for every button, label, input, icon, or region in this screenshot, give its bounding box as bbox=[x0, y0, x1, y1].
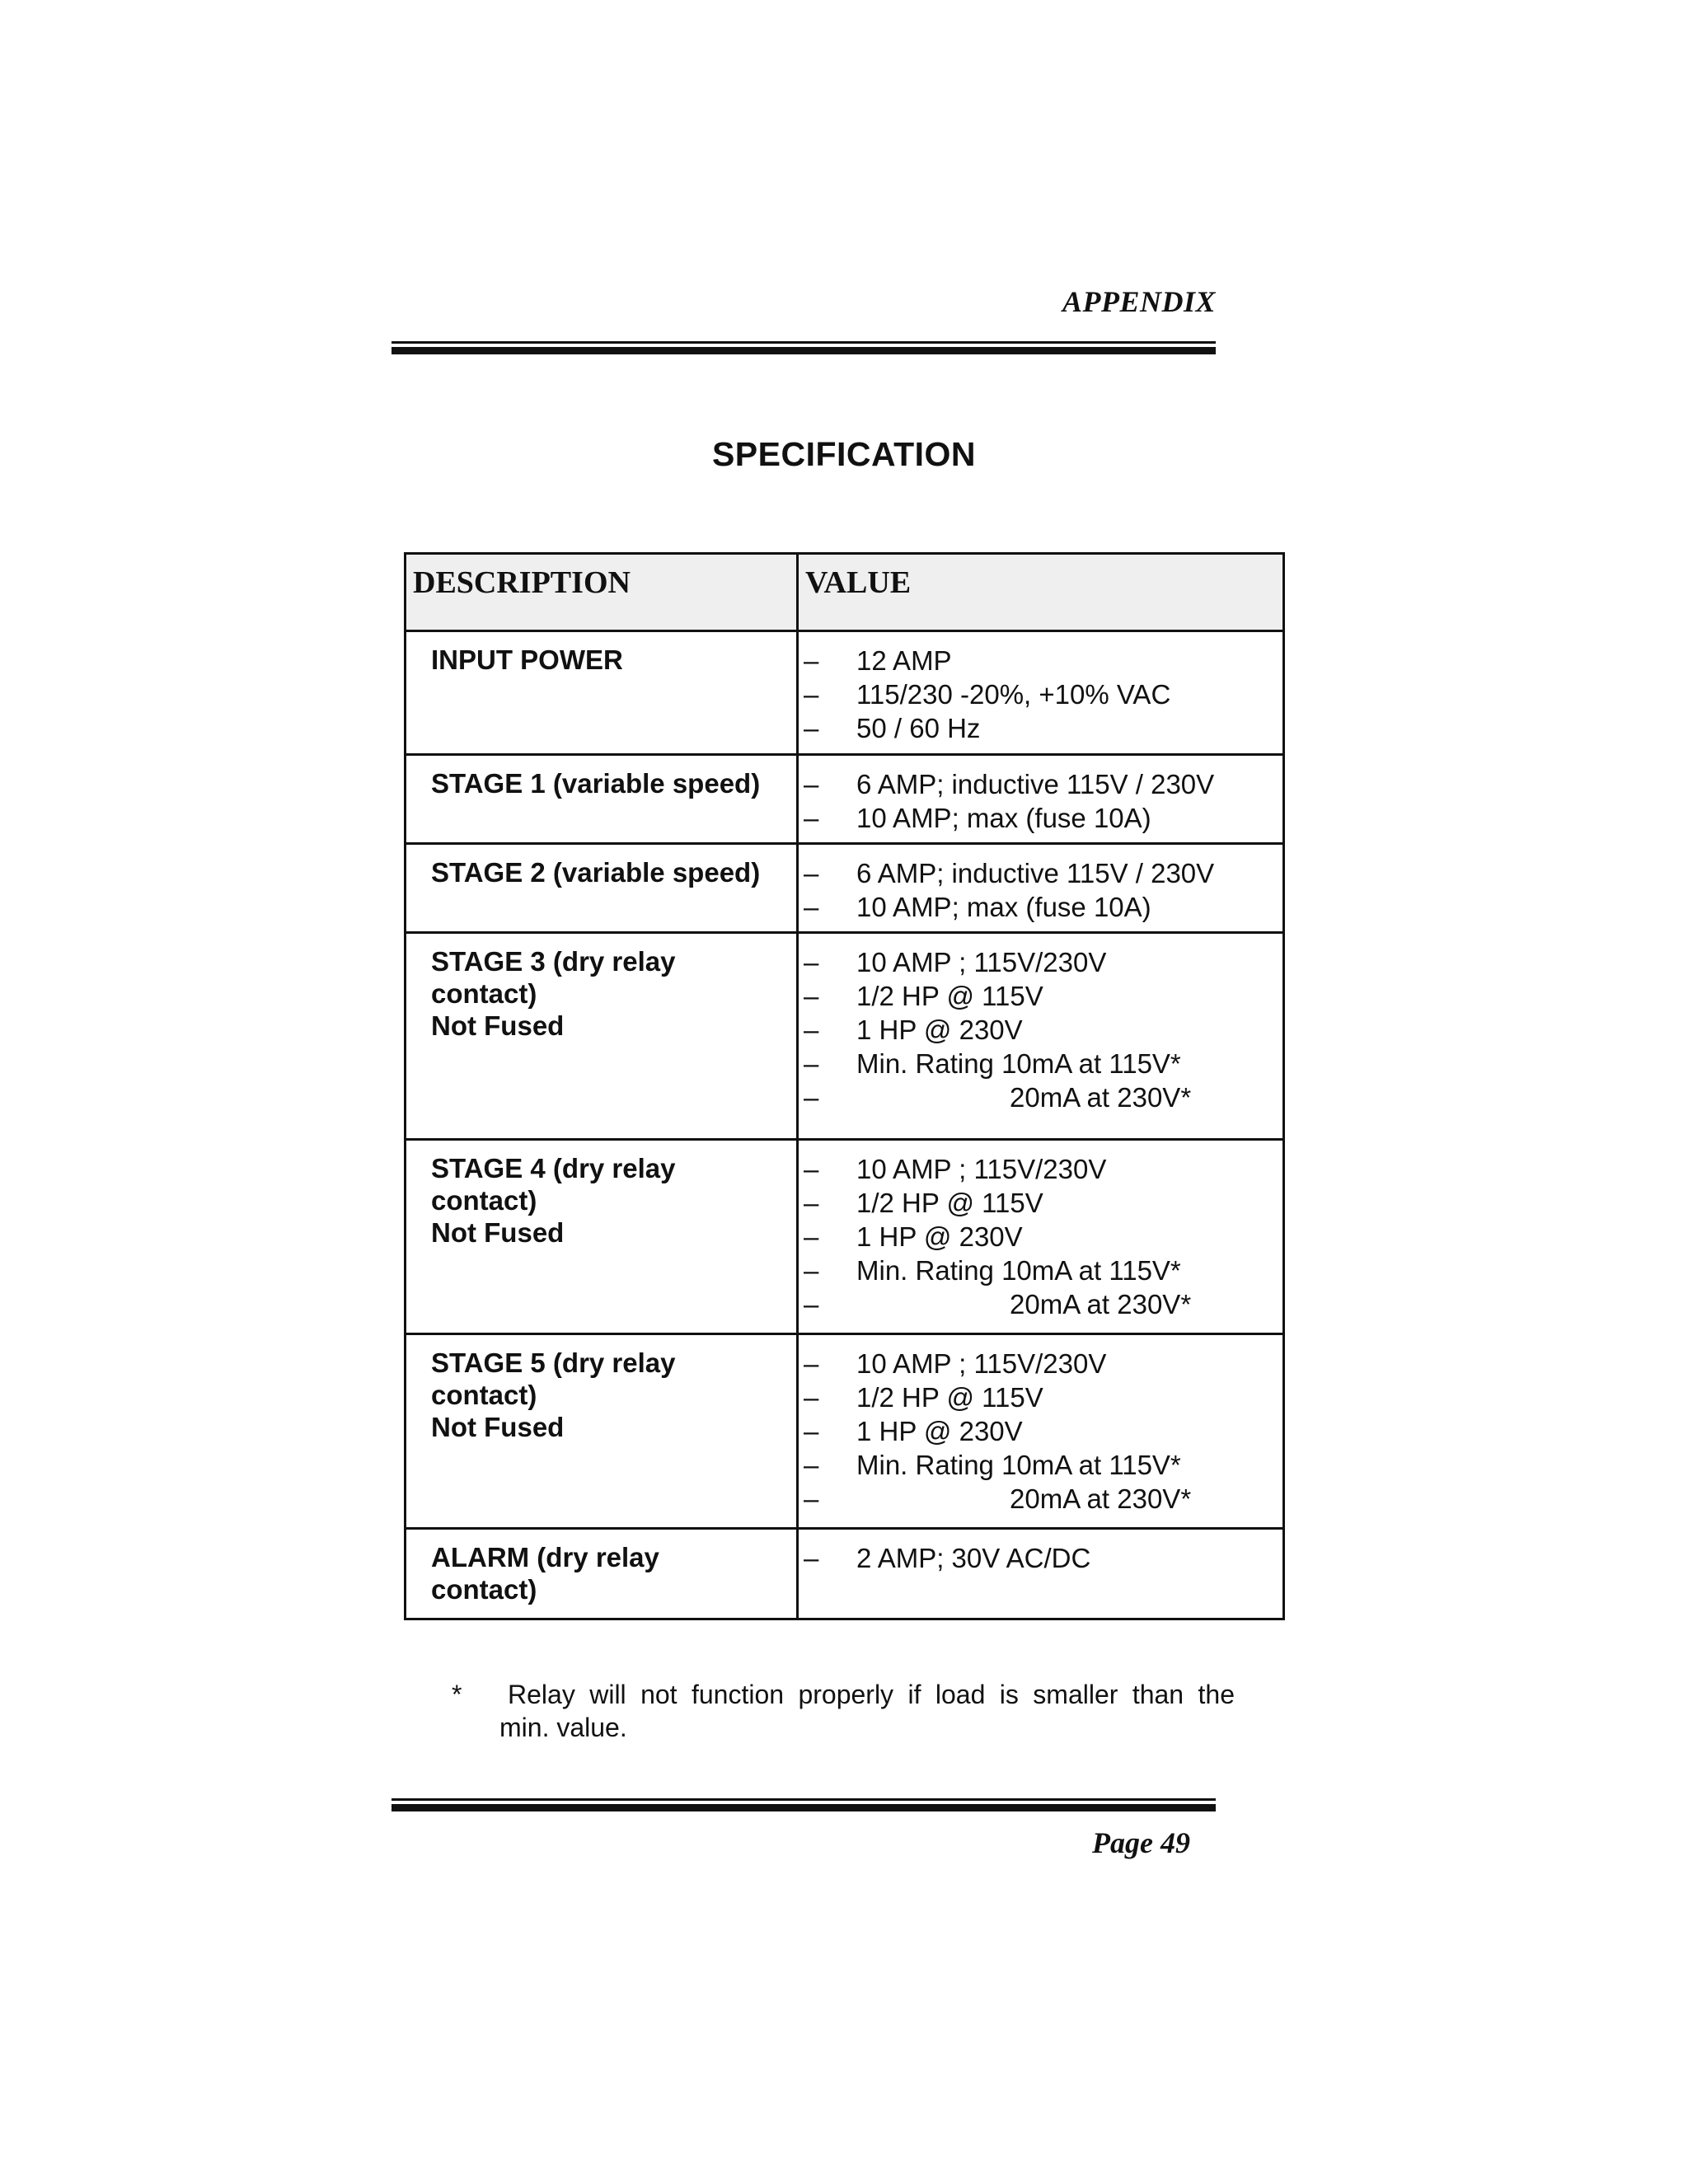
value-item bbox=[804, 1448, 1282, 1482]
bullet-dash: – bbox=[804, 1483, 819, 1514]
value-cell bbox=[798, 631, 1284, 755]
value-item bbox=[804, 1254, 1282, 1287]
bullet-dash: – bbox=[804, 1416, 819, 1446]
footnote-mark: * bbox=[452, 1680, 462, 1709]
table-row bbox=[406, 631, 1284, 755]
bullet-dash: – bbox=[804, 769, 819, 799]
table-header-row bbox=[406, 554, 1284, 631]
value-cell bbox=[798, 1140, 1284, 1334]
bullet-dash: – bbox=[804, 1082, 819, 1113]
description-line: Not Fused bbox=[431, 1010, 565, 1041]
value-item bbox=[804, 979, 1282, 1013]
value-text: 10 AMP ; 115V/230V bbox=[856, 1154, 1107, 1184]
description-line: contact) bbox=[431, 978, 537, 1009]
value-item bbox=[804, 1152, 1282, 1186]
bullet-dash: – bbox=[804, 892, 819, 922]
value-text: 20mA at 230V* bbox=[1010, 1082, 1192, 1113]
value-text: 10 AMP ; 115V/230V bbox=[856, 947, 1107, 977]
value-cell bbox=[798, 1334, 1284, 1529]
value-text: 10 AMP; max (fuse 10A) bbox=[856, 803, 1151, 833]
value-text: 50 / 60 Hz bbox=[856, 713, 981, 743]
value-text: 1/2 HP @ 115V bbox=[856, 1382, 1043, 1413]
bullet-dash: – bbox=[804, 1382, 819, 1413]
value-item bbox=[804, 767, 1282, 801]
section-label: APPENDIX bbox=[1062, 285, 1216, 318]
bullet-dash: – bbox=[804, 645, 819, 676]
bullet-dash: – bbox=[804, 947, 819, 977]
value-text: 2 AMP; 30V AC/DC bbox=[856, 1543, 1091, 1573]
footnote bbox=[452, 1678, 1235, 1744]
table-row bbox=[406, 1529, 1284, 1619]
value-item bbox=[804, 890, 1282, 924]
value-text: 1 HP @ 230V bbox=[856, 1416, 1023, 1446]
table-row bbox=[406, 933, 1284, 1140]
page-title: SPECIFICATION bbox=[711, 435, 977, 473]
value-text: 1 HP @ 230V bbox=[856, 1015, 1023, 1045]
value-cell bbox=[798, 755, 1284, 844]
footnote-line-2: min. value. bbox=[499, 1713, 627, 1742]
value-text: Min. Rating 10mA at 115V* bbox=[856, 1255, 1181, 1286]
value-item bbox=[804, 945, 1282, 979]
page-number: Page 49 bbox=[1092, 1826, 1190, 1859]
value-cell bbox=[798, 1529, 1284, 1619]
description-line: STAGE 2 (variable speed) bbox=[431, 857, 761, 888]
footer-rule bbox=[392, 1798, 1216, 1811]
value-item bbox=[804, 856, 1282, 890]
value-text: 6 AMP; inductive 115V / 230V bbox=[856, 769, 1215, 799]
description-cell bbox=[406, 631, 798, 755]
table-row bbox=[406, 1334, 1284, 1529]
bullet-dash: – bbox=[804, 1048, 819, 1079]
bullet-dash: – bbox=[804, 803, 819, 833]
bullet-dash: – bbox=[804, 1221, 819, 1252]
table-body bbox=[406, 631, 1284, 1619]
description-line: Not Fused bbox=[431, 1412, 565, 1442]
value-item bbox=[804, 644, 1282, 677]
bullet-dash: – bbox=[804, 1255, 819, 1286]
value-text: 1/2 HP @ 115V bbox=[856, 1188, 1043, 1218]
specification-table bbox=[404, 552, 1285, 1620]
column-header-description: DESCRIPTION bbox=[406, 554, 798, 631]
value-text: 12 AMP bbox=[856, 645, 952, 676]
description-line: INPUT POWER bbox=[431, 644, 623, 675]
value-cell bbox=[798, 844, 1284, 933]
value-item bbox=[804, 1047, 1282, 1080]
value-item bbox=[804, 1186, 1282, 1220]
value-text: 10 AMP ; 115V/230V bbox=[856, 1348, 1107, 1379]
description-cell bbox=[406, 1529, 798, 1619]
value-item bbox=[804, 1347, 1282, 1380]
page-header bbox=[392, 285, 1216, 318]
bullet-dash: – bbox=[804, 713, 819, 743]
bullet-dash: – bbox=[804, 981, 819, 1011]
description-cell bbox=[406, 1334, 798, 1529]
header-rule bbox=[392, 341, 1216, 354]
value-item bbox=[804, 1380, 1282, 1414]
description-line: ALARM (dry relay bbox=[431, 1542, 659, 1572]
table-row bbox=[406, 844, 1284, 933]
value-item bbox=[804, 1287, 1282, 1321]
value-item bbox=[804, 677, 1282, 711]
bullet-dash: – bbox=[804, 679, 819, 710]
description-line: contact) bbox=[431, 1380, 537, 1410]
value-item bbox=[804, 1541, 1282, 1575]
value-text: 6 AMP; inductive 115V / 230V bbox=[856, 858, 1215, 888]
table-row bbox=[406, 1140, 1284, 1334]
value-item bbox=[804, 1414, 1282, 1448]
bullet-dash: – bbox=[804, 858, 819, 888]
bullet-dash: – bbox=[804, 1543, 819, 1573]
value-item bbox=[804, 1482, 1282, 1516]
value-text: 10 AMP; max (fuse 10A) bbox=[856, 892, 1151, 922]
description-cell bbox=[406, 933, 798, 1140]
bullet-dash: – bbox=[804, 1188, 819, 1218]
description-line: STAGE 5 (dry relay bbox=[431, 1347, 676, 1378]
value-text: 1/2 HP @ 115V bbox=[856, 981, 1043, 1011]
bullet-dash: – bbox=[804, 1289, 819, 1319]
value-text: 115/230 -20%, +10% VAC bbox=[856, 679, 1171, 710]
description-line: Not Fused bbox=[431, 1217, 565, 1248]
value-item bbox=[804, 711, 1282, 745]
description-line: STAGE 4 (dry relay bbox=[431, 1153, 676, 1183]
bullet-dash: – bbox=[804, 1450, 819, 1480]
description-cell bbox=[406, 1140, 798, 1334]
value-item bbox=[804, 801, 1282, 835]
description-cell bbox=[406, 755, 798, 844]
value-item bbox=[804, 1080, 1282, 1114]
value-text: Min. Rating 10mA at 115V* bbox=[856, 1048, 1181, 1079]
value-text: Min. Rating 10mA at 115V* bbox=[856, 1450, 1181, 1480]
value-text: 20mA at 230V* bbox=[1010, 1289, 1192, 1319]
column-header-value: VALUE bbox=[798, 554, 1284, 631]
value-text: 20mA at 230V* bbox=[1010, 1483, 1192, 1514]
bullet-dash: – bbox=[804, 1015, 819, 1045]
description-cell bbox=[406, 844, 798, 933]
description-line: STAGE 3 (dry relay bbox=[431, 946, 676, 977]
description-line: STAGE 1 (variable speed) bbox=[431, 768, 761, 799]
value-item bbox=[804, 1220, 1282, 1254]
table-row bbox=[406, 755, 1284, 844]
footnote-line-1: Relay will not function properly if load is smaller than the bbox=[508, 1680, 1235, 1709]
description-line: contact) bbox=[431, 1185, 537, 1216]
bullet-dash: – bbox=[804, 1348, 819, 1379]
bullet-dash: – bbox=[804, 1154, 819, 1184]
value-text: 1 HP @ 230V bbox=[856, 1221, 1023, 1252]
description-line: contact) bbox=[431, 1574, 537, 1605]
value-cell bbox=[798, 933, 1284, 1140]
value-item bbox=[804, 1013, 1282, 1047]
